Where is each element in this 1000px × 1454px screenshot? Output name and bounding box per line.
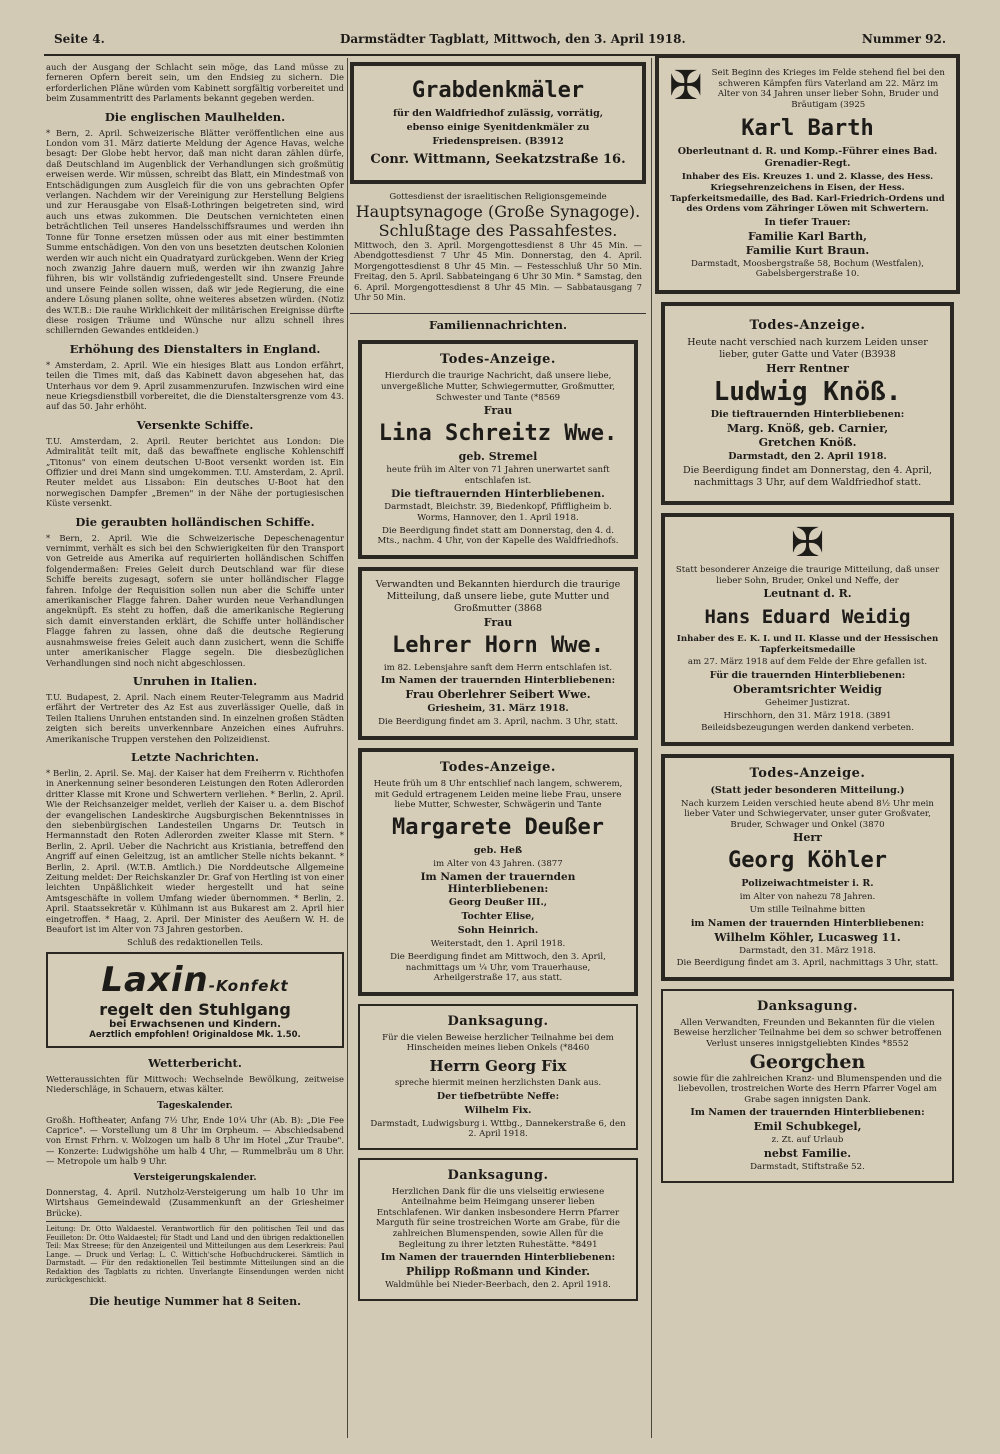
obituary-head: Todes-Anzeige. — [749, 765, 866, 781]
obituary-funeral: Die Beerdigung findet am 3. April, nachmittags 3 Uhr, statt. — [676, 958, 939, 969]
obituary-barth — [655, 54, 960, 294]
obituary-knoess — [661, 302, 954, 505]
obituary-signature-1: Für die trauernden Hinterbliebenen: — [709, 669, 906, 681]
obituary-note: Beileidsbezeugungen werden dankend verbeten. — [701, 723, 914, 734]
obituary-signature-2: Marg. Knöß, geb. Carnier, — [726, 421, 889, 435]
masthead-line: Darmstädter Tagblatt, Mittwoch, den 3. April 1918. — [340, 32, 686, 46]
thanks-name: Georgchen — [749, 1050, 866, 1073]
headline-familiennachrichten: Familiennachrichten. — [350, 313, 646, 332]
thanks-georgchen — [661, 989, 954, 1183]
obituary-orders: Inhaber des E. K. I. und II. Klasse und der Hessischen Tapferkeitsmedaille — [676, 634, 939, 655]
article-maulhelden: * Bern, 2. April. Schweizerische Blätter veröffentlichen eine aus London vom 31. März datierte Meldung der Agence Havas, welche besagt: Der Globe hebt hervor, daß man nicht daran zählen dürfe, daß Deutschland im Augenblick der Verhandlungen sich großmütig erweisen werde. Wir müssen, schreibt das Blatt, ein Mindestmaß von Entschädigungen zum Ausgleich für die von uns gebrachten Opfer verlangen. Nachdem wir der Vereinigung zur Herstellung Belgiens und zur Herausgabe von Elsaß-Lothringen beigetreten sind, wird auch uns etwas zukommen. Die Deutschen vernichteten einen beträchtlichen Teil unseres Handelsschiffsraumes und werden ihn Tonne für Tonne ersetzen müssen oder aus mit einer bestimmten Summe entschädigen. Von den von uns besetzten deutschen Kolonien werden wir auch nicht ein Quadratyard zurückgeben. Wenn der Krieg noch zwanzig Jahre dauern muß, werden wir ihn zwanzig Jahre führen, bis wir vollständig zufriedengestellt sind. Unsere Freunde und unsere Feinde sollen wissen, daß wir jede Regierung, die eine andere Lösung planen sollte, ohne weiteres absetzen würden. (Notiz des W.T.B.: Die rauhe Wirklichkeit der militärischen Ereignisse dürfte diese rosigen Träume und Wünsche nur allzu schnell ihres schillernden Gewandes entkleiden.) — [46, 127, 344, 336]
synagogue-sub2: Schlußtage des Passahfestes. — [378, 221, 618, 240]
obituary-prefix: Frau — [483, 615, 513, 629]
obituary-intro: Seit Beginn des Krieges im Felde stehend fiel bei den schweren Kämpfen fürs Vaterland am 22. März im Alter von 34 Jahren unser lieber Sohn, Bruder und Bräutigam (3925 — [711, 68, 945, 110]
thanks-place: Waldmühle bei Nieder-Beerbach, den 2. April 1918. — [385, 1280, 611, 1291]
headline-dienstalter: Erhöhung des Dienstalters in England. — [69, 341, 321, 356]
thanks-signature-1: Im Namen der trauernden Hinterbliebenen: — [380, 1252, 616, 1264]
thanks-text: sowie für die zahlreichen Kranz- und Blumenspenden und die liebevollen, trostreichen Worte des Herrn Pfarrer Vogel am Grabe sagen innigsten Dank. — [673, 1073, 942, 1105]
laxin-logo: Laxin-Konfekt — [101, 959, 289, 1000]
thanks-signature-3: z. Zt. auf Urlaub — [771, 1135, 844, 1146]
obituary-name: Lina Schreitz Wwe. — [378, 421, 618, 447]
thanks-rossmann — [358, 1158, 638, 1301]
obituary-rank: Oberleutnant d. R. und Komp.-Führer eines Bad. Grenadier-Regt. — [677, 146, 938, 170]
column-notices-middle — [350, 62, 646, 1437]
thanks-intro: Für die vielen Beweise herzlicher Teilnahme bei dem Hinscheiden meines lieben Onkels (*8460 — [382, 1032, 614, 1054]
thanks-signature-4: nebst Familie. — [763, 1147, 852, 1160]
iron-cross-icon: ✠ — [669, 63, 703, 109]
obituary-age: im Alter von 43 Jahren. (3877 — [433, 858, 563, 869]
obituary-rank: Leutnant d. R. — [763, 587, 852, 601]
obituary-intro: Statt besonderer Anzeige die traurige Mitteilung, daß unser lieber Sohn, Bruder, Onkel und Neffe, der — [675, 564, 940, 586]
thanks-intro: Allen Verwandten, Freunden und Bekannten für die vielen Beweise herzlicher Teilnahme bei dem so schwer betroffenen Verlust unseres innigstgeliebten Kindes *8552 — [673, 1017, 942, 1050]
obituary-place: Hirschhorn, den 31. März 1918. (3891 — [723, 710, 892, 721]
obituary-intro: Verwandten und Bekannten hierdurch die traurige Mitteilung, daß unsere liebe, gute Mutter und Großmutter (3868 — [375, 578, 621, 614]
obituary-funeral: Die Beerdigung findet am 3. April, nachm. 3 Uhr, statt. — [378, 717, 618, 728]
obituary-signature-2: Oberamtsrichter Weidig — [733, 682, 882, 696]
synagogue-times: Mittwoch, den 3. April. Morgengottesdienst 8 Uhr 45 Min. — Abendgottesdienst 7 Uhr 45 Min. Donnerstag, den 4. April. Morgengottesdienst 8 Uhr 45 Min. — Festesschluß Uhr 50 Min. Freitag, den 5. April. Sabbateingang 6 Uhr 30 Min. * Samstag, den 6. April. Morgengottesdienst 8 Uhr 45 Min. — Sabbatausgang 7 Uhr 50 Min. — [354, 240, 642, 303]
obituary-signature-2: Wilhelm Köhler, Lucasweg 11. — [714, 930, 901, 944]
issue-number: Nummer 92. — [861, 32, 946, 46]
obituary-orders: Inhaber des Eis. Kreuzes 1. und 2. Klasse, des Hess. Kriegsehrenzeichens in Eisen, der Hess. Tapferkeitsmedaille, des Bad. Karl-Friedrich-Ordens und des Ordens vom Zähringer Löwen mit Schwertern. — [670, 172, 945, 215]
obituary-age: im Alter von nahezu 78 Jahren. — [739, 892, 876, 903]
iron-cross-icon: ✠ — [790, 519, 825, 566]
headline-maulhelden: Die englischen Maulhelden. — [104, 109, 286, 124]
thanks-signature-2: Wilhelm Fix. — [464, 1104, 532, 1116]
obituary-text: am 27. März 1918 auf dem Felde der Ehre gefallen ist. — [687, 657, 928, 668]
article-geraubte-schiffe: * Bern, 2. April. Wie die Schweizerische Depeschenagentur vernimmt, verhält es sich bei den Schwierigkeiten für den Transport von Getreide aus Amerika auf requirierten holländischen Schiffen folgendermaßen: Freies Geleit durch Deutschland war für diese Schiffe bereits zugesagt, sofern sie unter holländischer Flagge fahren. Infolge der Requisition sollen nun aber die Schiffe unter amerikanischer Flagge fahren. Daher wurden neue Verhandlungen angeknüpft. Es steht zu hoffen, daß die amerikanische Regierung sich damit einverstanden erklärt, die Schiffe unter holländischer Flagge fahren zu lassen, ohne daß die deutsche Regierung ausnahmsweise freies Geleit auch dann zusichert, wenn die Schiffe unter amerikanischer Flagge segeln. Die diesbezüglichen Verhandlungen sind noch nicht abgeschlossen. — [46, 532, 344, 668]
laxin-audience: bei Erwachsenen und Kindern. — [109, 1018, 281, 1030]
obituary-text: heute früh im Alter von 71 Jahren unerwartet sanft entschlafen ist. — [386, 465, 610, 486]
obituary-place: Darmstadt, den 2. April 1918. — [728, 450, 887, 462]
laxin-price: Aerztlich empfohlen! Originaldose Mk. 1.50. — [89, 1029, 301, 1040]
thanks-head: Danksagung. — [447, 1013, 549, 1029]
thanks-signature-1: Der tiefbetrübte Neffe: — [436, 1090, 560, 1102]
obituary-head: Todes-Anzeige. — [440, 352, 556, 368]
thanks-signature-2: Emil Schubkegel, — [753, 1120, 862, 1134]
column-news — [46, 62, 344, 1437]
obituary-text: Um stille Teilnahme bitten — [749, 905, 866, 916]
article-versenkte-schiffe: T.U. Amsterdam, 2. April. Reuter berichtet aus London: Die Admiralität teilt mit, daß das bewaffnete englische Kohlenschiff „Titonus" von einem deutschen U-Boot versenkt worden ist. Ein Offizier und drei Mann sind umgekommen. T.U. Amsterdam, 2. April. Reuter meldet aus Lissabon: Ein deutsches U-Boot hat den norwegischen Dampfer „Bremen" in der Nähe der portugiesischen Küste versenkt. — [46, 435, 344, 509]
weather-report: Wetteraussichten für Mittwoch: Wechselnde Bewölkung, zeitweise Niederschläge, in Schauern, etwas kälter. — [46, 1073, 344, 1095]
obituary-prefix: Herr — [793, 831, 822, 845]
thanks-signature-1: Im Namen der trauernden Hinterbliebenen: — [690, 1107, 925, 1119]
obituary-name: Georg Köhler — [728, 848, 887, 874]
obituary-signature-3: Tochter Elise, — [461, 911, 535, 923]
obituary-name: Lehrer Horn Wwe. — [392, 632, 604, 658]
headline-wetterbericht: Wetterbericht. — [148, 1055, 242, 1070]
laxin-advertisement — [46, 952, 344, 1048]
obituary-signature-1: Im Namen der trauernden Hinterbliebenen: — [380, 675, 616, 687]
obituary-prefix: Frau — [483, 404, 513, 418]
obituary-signature-3: Gretchen Knöß. — [758, 435, 857, 449]
obituary-place: Weiterstadt, den 1. April 1918. — [430, 939, 566, 950]
obituary-head: Todes-Anzeige. — [749, 317, 866, 333]
thanks-fix — [358, 1004, 638, 1150]
obituary-signature-3: Familie Kurt Braun. — [745, 243, 870, 257]
thanks-head: Danksagung. — [756, 998, 858, 1014]
thanks-intro: Herzlichen Dank für die uns vielseitig erwiesene Anteilnahme beim Heimgang unserer lieben Entschlafenen. Wir danken insbesondere Herrn Pfarrer Marguth für seine trostreichen Worte am Grabe, für die zahlreichen Blumenspenden, sowie Allen für die Begleitung zu ihrer letzten Ruhestätte. *8491 — [375, 1186, 621, 1250]
synagogue-title: Gottesdienst der israelitischen Religionsgemeinde — [389, 192, 607, 202]
auction-text: Donnerstag, 4. April. Nutzholz-Versteigerung um halb 10 Uhr im Wirtshaus Gemeindewald (Zusammenkunft an der Griesheimer Brücke). — [46, 1186, 344, 1218]
grab-firm: Conr. Wittmann, Seekatzstraße 16. — [370, 152, 626, 167]
article-dienstalter: * Amsterdam, 2. April. Wie ein hiesiges Blatt aus London erfährt, teilen die Times mit, daß das Kabinett davon abgesehen hat, das Unterhaus vor dem 9. April zusammenzurufen. Inzwischen wird eine neue Kriegsdienstbill vorbereitet, die die Dienstaltersgrenze vom 43. auf das 50. Jahr erhöht. — [46, 359, 344, 412]
obituary-intro: Heute nacht verschied nach kurzem Leiden unser lieber, guter Gatte und Vater (B3938 — [687, 336, 928, 360]
headline-versenkte-schiffe: Versenkte Schiffe. — [136, 417, 254, 432]
obituary-text: im 82. Lebensjahre sanft dem Herrn entschlafen ist. — [383, 662, 613, 673]
obituary-funeral: Die Beerdigung findet statt am Donnerstag, den 4. d. Mts., nachm. 4 Uhr, von der Kapelle des Waldfriedhofs. — [377, 525, 619, 547]
obituary-signature-2: Frau Oberlehrer Seibert Wwe. — [405, 688, 591, 702]
grab-line-2: ebenso einige Syenitdenkmäler zu — [406, 122, 590, 133]
calendar-text: Großh. Hoftheater, Anfang 7½ Uhr, Ende 10¼ Uhr (Ab. B): „Die Fee Caprice". — Vorstellung um 8 Uhr im Orpheum. — Abschiedsabend von Ernst Frhrn. v. Wolzogen um halb 8 Uhr im Hotel „Zur Traube". — Konzerte: Ludwigshöhe um halb 4 Uhr, — Rummelbräu um 8 Uhr. — Metropole um halb 9 Uhr. — [46, 1114, 344, 1167]
obituary-deusser — [358, 748, 638, 996]
headline-unruhen-italien: Unruhen in Italien. — [132, 673, 258, 688]
obituary-horn — [358, 567, 638, 740]
imprint: Leitung: Dr. Otto Waldaestel. Verantwortlich für den politischen Teil und das Feuilleton: Dr. Otto Waldaestel; für Stadt und Land und den übrigen redaktionellen Teil: Max Streese; für den Anzeigenteil und Mitteilungen aus dem Leserkreis: Paul Lange. — Druck und Verlag: L. C. Wittich'sche Hofbuchdruckerei. Sämtlich in Darmstadt. — Für den redaktionellen Teil bestimmte Mitteilungen sind an die Redaktion des Tagblatts zu richten. Unverlangte Einsendungen werden nicht zurückgeschickt. — [46, 1221, 344, 1285]
thanks-head: Danksagung. — [447, 1167, 549, 1183]
page-count-footer: Die heutige Nummer hat 8 Seiten. — [89, 1295, 301, 1309]
column-rule-1 — [347, 58, 348, 1438]
thanks-place: Darmstadt, Stiftstraße 52. — [750, 1162, 865, 1172]
obituary-schreitz — [358, 340, 638, 558]
obituary-place: Darmstadt, Moosbergstraße 58, Bochum (Westfalen), Gabelsbergerstraße 10. — [691, 258, 924, 280]
obituary-signature-1: im Namen der trauernden Hinterbliebenen: — [690, 917, 925, 929]
obituary-signature-3: Geheimer Justizrat. — [765, 697, 850, 708]
obituary-maiden-name: geb. Stremel — [458, 450, 538, 464]
headline-geraubte-schiffe: Die geraubten holländischen Schiffe. — [75, 514, 315, 529]
obituary-name: Margarete Deußer — [392, 814, 604, 840]
obituary-funeral: Die Beerdigung findet am Donnerstag, den 4. April, nachmittags 3 Uhr, auf dem Waldfriedhof statt. — [682, 464, 932, 488]
grab-line-3: Friedenspreisen. (B3912 — [432, 136, 564, 147]
obituary-weidig — [661, 513, 954, 746]
thanks-name: Herrn Georg Fix — [429, 1056, 567, 1075]
obituary-rank: Polizeiwachtmeister i. R. — [741, 878, 874, 890]
obituary-signature: Die tieftrauernden Hinterbliebenen. — [391, 488, 605, 501]
obituary-place: Darmstadt, Bleichstr. 39, Biedenkopf, Pfiffligheim b. Worms, Hannover, den 1. April 1918. — [384, 502, 612, 523]
obituary-place: Griesheim, 31. März 1918. — [427, 703, 569, 715]
article-intro: auch der Ausgang der Schlacht sein möge, das Land müsse zu ferneren Opfern bereit sein, um den Endsieg zu sichern. Die erforderlichen Pläne würden vom Kabinett sorgfältig vorbereitet und beim Zusammentritt des Parlaments bekannt gegeben werden. — [46, 62, 344, 104]
obituary-intro: Hierdurch die traurige Nachricht, daß unsere liebe, unvergeßliche Mutter, Schwiegermutter, Großmutter, Schwester und Tante (*8569 — [381, 371, 615, 403]
obituary-signature-1: Die tieftrauernden Hinterbliebenen: — [710, 408, 905, 420]
barth-top — [669, 63, 946, 112]
thanks-signature-2: Philipp Roßmann und Kinder. — [405, 1265, 590, 1279]
obituary-funeral: Die Beerdigung findet am Mittwoch, den 3. April, nachmittags um ¼ Uhr, vom Trauerhause, Arheilgerstraße 17, aus statt. — [390, 951, 606, 984]
article-unruhen-italien: T.U. Budapest, 2. April. Nach einem Reuter-Telegramm aus Madrid erfährt der Vertreter des Az Est aus zuverlässiger Quelle, daß in Teilen Italiens Unruhen entstanden sind. In einzelnen großen Städten zeigten sich bereits unverkennbare Anzeichen eines Aufruhrs. Amerikanische Truppen verstehen den Polizeidienst. — [46, 691, 344, 744]
page-header — [50, 32, 950, 52]
obituary-head: Todes-Anzeige. — [440, 759, 556, 775]
synagogue-notice — [350, 190, 646, 307]
headline-letzte-nachrichten: Letzte Nachrichten. — [131, 749, 259, 764]
obituary-signature-4: Sohn Heinrich. — [457, 925, 539, 937]
obituary-intro: Nach kurzem Leiden verschied heute abend 8½ Uhr mein lieber Vater und Schwiegervater, unser guter Großvater, Bruder, Schwager und Onkel (3870 — [681, 798, 934, 830]
headline-versteigerung: Versteigerungskalender. — [133, 1172, 257, 1183]
laxin-slogan: regelt den Stuhlgang — [99, 999, 291, 1019]
grab-title: Grabdenkmäler — [411, 78, 585, 103]
obituary-name: Ludwig Knöß. — [713, 376, 902, 407]
column-notices-right — [655, 54, 960, 1437]
article-letzte-nachrichten: * Berlin, 2. April. Se. Maj. der Kaiser hat dem Freiherrn v. Richthofen in Anerkennung seiner besonderen Leistungen den Roten Adlerorden dritter Klasse mit Krone und Schwertern verliehen. * Berlin, 2. April. Wie der Reichsanzeiger meldet, verlieh der Kaiser u. a. dem Bischof der evangelischen Landeskirche Augsburgischen Bekenntnisses in den siebenbürgischen Landesteilen Ungarns Dr. Teutsch in Hermannstadt den Roten Adlerorden zweiter Klasse mit Stern. * Berlin, 2. April. Ueber die Nachricht aus Kristiania, betreffend den Angriff auf einen Geleitzug, ist an amtlicher Stelle nichts bekannt. * Berlin, 2. April. (W.T.B. Amtlich.) Die Norddeutsche Allgemeine Zeitung meldet: Der Reichskanzler Dr. Graf von Hertling ist von einer leichten Unpäßlichkeit wieder hergestellt und hat seine Amtsgeschäfte in vollem Umfang wieder übernommen. * Berlin, 2. April. Staatssekretär v. Kühlmann ist aus Bukarest am 2. April hier eingetroffen. * Haag, 2. April. Der Minister des Aeußern W. H. de Beaufort ist im Alter von 73 Jahren gestorben. — [46, 767, 344, 935]
obituary-prefix: Herr Rentner — [766, 361, 849, 375]
obituary-maiden-name: geb. Heß — [473, 844, 523, 856]
headline-tageskalender: Tageskalender. — [157, 1100, 233, 1111]
thanks-place: Darmstadt, Ludwigsburg i. Wttbg., Dannekerstraße 6, den 2. April 1918. — [370, 1118, 626, 1140]
synagogue-sub: Hauptsynagoge (Große Synagoge). — [355, 202, 641, 221]
obituary-name: Karl Barth — [741, 116, 874, 142]
obituary-signature-1: In tiefer Trauer: — [764, 216, 851, 228]
thanks-text: spreche hiermit meinen herzlichsten Dank aus. — [394, 1077, 602, 1088]
ad-grabdenkmaeler — [350, 62, 646, 184]
obituary-signature-1: Im Namen der trauernden Hinterbliebenen: — [420, 871, 576, 896]
page-number-label: Seite 4. — [54, 32, 105, 46]
editorial-end: Schluß des redaktionellen Teils. — [127, 937, 263, 948]
obituary-name: Hans Eduard Weidig — [704, 606, 911, 629]
column-rule-2 — [651, 58, 652, 1438]
obituary-signature-2: Familie Karl Barth, — [748, 229, 867, 243]
obituary-subhead: (Statt jeder besonderen Mitteilung.) — [710, 784, 905, 796]
obituary-place: Darmstadt, den 31. März 1918. — [739, 945, 876, 956]
obituary-signature-2: Georg Deußer III., — [448, 897, 548, 909]
obituary-intro: Heute früh um 8 Uhr entschlief nach langem, schwerem, mit Geduld ertragenem Leiden meine liebe Frau, unsere liebe Mutter, Schwester, Schwägerin und Tante — [373, 778, 623, 811]
obituary-koehler — [661, 754, 954, 981]
grab-line-1: für den Waldfriedhof zulässig, vorrätig, — [392, 108, 604, 119]
